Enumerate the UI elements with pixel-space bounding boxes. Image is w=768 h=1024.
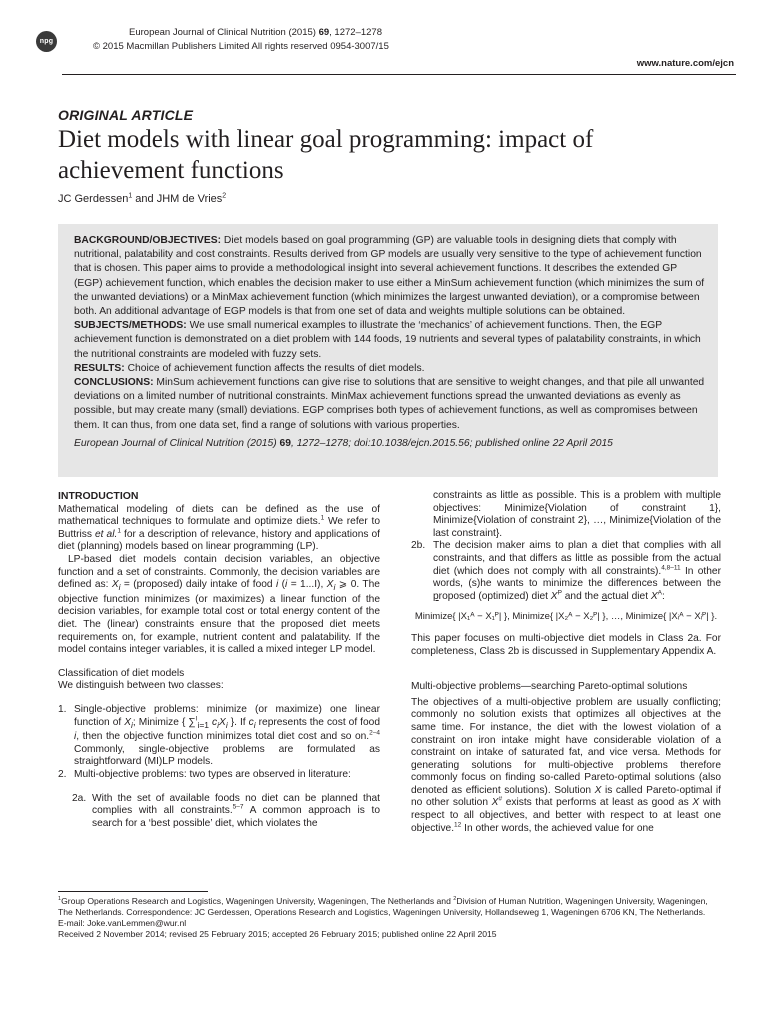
journal-url-link[interactable]: www.nature.com/ejcn — [636, 58, 734, 69]
left-column — [58, 490, 380, 830]
intro-paragraph: LP-based diet models contain decision variables, an objective function and a set of constraints. Commonly, the decision variables are defined as: $X_i$ = (proposed) daily intake of food i (i = 1...I), $X_i$ ⩾ 0. The objective function minimizes (or maximizes) a linear function of the decision variables, for example total cost or total energy content of the diet. The (linear) constraints ensure that the proposed diet meets requirements on, for example, nutrient content and palatability. If the model contains integer variables, it is called a mixed integer LP model. — [58, 553, 380, 656]
reference-link[interactable]: 2–4 — [369, 729, 380, 737]
intro-paragraph: Mathematical modeling of diets can be defined as the use of mathematical techniques to formulate and optimize diets.$^1$ We refer to Buttriss et al.$^1$ for a description of relevance, history and applications of diet (planning) models based on linear programming (LP). — [58, 503, 380, 553]
reference-link[interactable]: 1 — [320, 514, 325, 522]
classification-intro: We distinguish between two classes: — [58, 680, 224, 692]
received-dates: Received 2 November 2014; revised 25 February 2015; accepted 26 February 2015; published online 22 April 2015 — [58, 929, 497, 939]
subsection-heading-pareto: Multi-objective problems—searching Pareto-optimal solutions — [411, 681, 688, 693]
npg-logo: npg — [36, 31, 57, 52]
section-heading-introduction: INTRODUCTION — [58, 490, 139, 502]
list-item: 1. Single-objective problems: minimize (or maximize) one linear function of $X_i$; Minimize { ∑$^I_{i=1}$ $c_iX_i$ }. If $c_i$ represents the cost of food i, then the objective function minimizes total diet cost and so on.$^{2-4}$ Commonly, single-objective problems are formulated as straightforward (MI)LP models. — [58, 703, 380, 768]
reference-link[interactable]: 4,8–11 — [661, 564, 681, 572]
footnote-divider — [58, 891, 208, 892]
abstract-background: BACKGROUND/OBJECTIVES: Diet models based on goal programming (GP) are valuable tools in designing diets that comply with nutritional, palatability and cost constraints. Results derived from GP models are usually very sensitive to the type of achievement function that is chosen. This paper aims to provide a methodological insight into several achievement functions. It describes the extended GP (EGP) achievement function, which enables the decision maker to use either a MinSum achievement function (which minimizes the sum of the unwanted deviations) or a MinMax achievement function (which minimizes the largest unwanted deviation), or a compromise between both. An additional advantage of EGP models is that from one set of data and weights multiple solutions can be obtained. — [74, 235, 705, 318]
list-subitem-continuation: constraints as little as possible. This is a problem with multiple objectives: Minimize{Violation of constraint 1}, Minimize{Violation of constraint 2}, …, Minimize{Violation of the last constraint}. — [433, 490, 721, 539]
list-subitem: 2b. The decision maker aims to plan a diet that complies with all constraints, and that differs as little as possible from the actual diet (which does not comply with all constraints).$^{4,8-11}$ In other words, (s)he wants to minimize the differences between the proposed (optimized) diet $X^P$ and the actual diet $X^A$: — [411, 540, 721, 602]
reference-link[interactable]: 1 — [117, 527, 121, 535]
pareto-paragraph: The objectives of a multi-objective problem are usually conflicting; commonly no solution exists that optimizes all objectives at the same time. For instance, the diet with the lowest violation of a constraint on iron intake might have considerable violation of a constraint on intake of saturated fat, and vice versa. Methods for generating solutions for multi-objective problems therefore commonly focus on finding so-called Pareto-optimal solutions (also denoted as efficient solutions). Solution X is called Pareto-optimal if no other solution X# exists that performs at least as good as X with respect to all objectives, and better with respect to at least one objective.$^{12}$ In other words, the achieved value for one — [411, 696, 721, 834]
correspondence-email[interactable]: E-mail: Joke.vanLemmen@wur.nl — [58, 918, 187, 928]
abstract-box — [58, 224, 718, 477]
list-item: 2. Multi-objective problems: two types are observed in literature: — [58, 768, 351, 780]
journal-citation-line: European Journal of Clinical Nutrition (2015) 69, 1272–1278 — [129, 27, 382, 38]
affiliations: $^1$Group Operations Research and Logistics, Wageningen University, Wageningen, The Netherlands and $^2$Division of Human Nutrition, Wageningen University, Wageningen, The Netherlands. Correspondence: JC Gerdessen, Operations Research and Logistics, Wageningen University, Hollandseweg 1, Wageningen 6706 KN, The Netherlands. — [58, 896, 708, 917]
reference-link[interactable]: 12 — [454, 821, 462, 829]
article-type-label: ORIGINAL ARTICLE — [58, 107, 194, 123]
list-subitem: 2a. With the set of available foods no diet can be planned that complies with all constraints.$^{5-7}$ A common approach is to search for a ‘best possible’ diet, which violates the — [72, 792, 380, 829]
focus-paragraph: This paper focuses on multi-objective diet models in Class 2a. For completeness, Class 2b is discussed in Supplementary Appendix A. — [411, 632, 721, 657]
footnotes — [58, 896, 723, 940]
article-title: Diet models with linear goal programming: impact of achievement functions — [58, 126, 594, 184]
reference-link[interactable]: 5–7 — [232, 803, 244, 811]
abstract-methods: SUBJECTS/METHODS: We use small numerical examples to illustrate the ‘mechanics’ of achievement functions. Then, the EGP achievement function is demonstrated on a diet problem with 144 foods, 19 nutrients and several types of palatability constraints, in which the nutritional constraints are modeled with fuzzy sets. — [74, 320, 701, 360]
abstract-conclusions: CONCLUSIONS: MinSum achievement functions can give rise to solutions that are sensitive to weight changes, and that pile all unwanted deviations on a limited number of nutritional constraints. MinMax achievement functions spread the unwanted deviations as evenly as possible, but may create many (small) deviations. EGP comprises both types of achievement functions, as well as compromises between them. It can thus, from one data set, find a range of solutions with various properties. — [74, 377, 705, 431]
abstract-results: RESULTS: Choice of achievement function affects the results of diet models. — [74, 362, 425, 374]
subsection-heading-classification: Classification of diet models — [58, 667, 185, 679]
abstract-citation: European Journal of Clinical Nutrition (2015) 69, 1272–1278; doi:10.1038/ejcn.2015.56; published online 22 April 2015 — [74, 437, 613, 449]
right-column — [411, 490, 721, 835]
header-divider — [62, 74, 736, 75]
page-header — [36, 27, 736, 85]
copyright-line: © 2015 Macmillan Publishers Limited All rights reserved 0954-3007/15 — [93, 41, 389, 52]
objective-formula: { ∑$^I_{i=1}$ $c_iX_i$ } — [181, 715, 235, 730]
author-name[interactable]: JC Gerdessen — [58, 193, 129, 205]
author-name[interactable]: JHM de Vries — [156, 193, 223, 205]
minimize-formula: Minimize{ |X₁ᴬ − X₁ᴾ| }, Minimize{ |X₂ᴬ − X₂ᴾ| }, …, Minimize{ |Xᵢᴬ − Xᵢᴾ| }. — [414, 611, 718, 623]
author-list: JC Gerdessen$^1$ and JHM de Vries$^2$ — [58, 192, 227, 205]
